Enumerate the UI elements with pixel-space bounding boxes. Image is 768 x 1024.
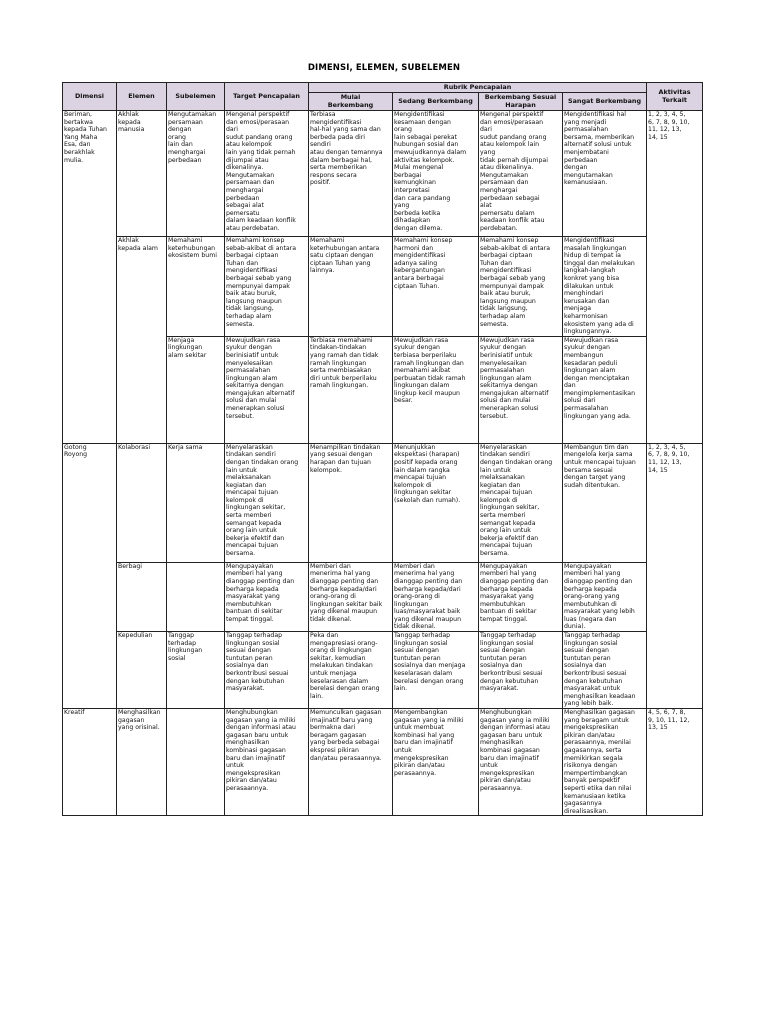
cell-target: Mengenal perspektif dan emosi/perasaan dari sudut pandang orang atau kelompok lain yang tidak pernah dijumpai atau dikenalinya. Mengutamakan persamaan dan menghargai perbedaan sebagai alat pemersatu dalam keadaan konflik atau perdebatan. [225,111,309,237]
cell-mulai: Memahami keterhubungan antara satu ciptaan dengan ciptaan Tuhan yang lainnya. [309,237,393,337]
page-title: DIMENSI, ELEMEN, SUBELEMEN [307,63,461,73]
cell-elemen: Kepedulian [117,632,167,709]
cell-mulai: Menampilkan tindakan yang sesuai dengan harapan dan tujuan kelompok. [309,443,393,562]
cell-sesuai: Mengenal perspektif dan emosi/perasaan dari sudut pandang orang atau kelompok lain yang tidak pernah dijumpai atau dikenalinya. Mengutamakan persamaan dan menghargai perbedaan sebagai alat pemersatu dalam keadaan konflik atau perdebatan. [479,111,563,237]
cell-subelemen: Kerja sama [167,443,225,562]
cell-target: Tanggap terhadap lingkungan sosial sesuai dengan tuntutan peran sosialnya dan berkontribusi sesuai dengan kebutuhan masyarakat. [225,632,309,709]
cell-sesuai: Tanggap terhadap lingkungan sosial sesuai dengan tuntutan peran sosialnya dan berkontribusi sesuai dengan kebutuhan masyarakat. [479,632,563,709]
cell-sedang: Mengidentifikasi kesamaan dengan orang lain sebagai perekat hubungan sosial dan mewujudkannya dalam aktivitas kelompok. Mulai mengenal berbagai kemungkinan interpretasi dan cara pandang yang berbeda ketika dihadapkan dengan dilema. [393,111,479,237]
cell-sangat: Mewujudkan rasa syukur dengan membangun kesadaran peduli lingkungan alam dengan menciptakan dan mengimplementasikan solusi dari permasalahan lingkungan yang ada. [563,336,647,443]
cell-aktivitas: 4, 5, 6, 7, 8, 9, 10, 11, 12, 13, 15 [647,709,703,816]
cell-sangat: Membangun tim dan mengelola kerja sama untuk mencapai tujuan bersama sesuai dengan target yang sudah ditentukan. [563,443,647,562]
cell-sedang: Tanggap terhadap lingkungan sosial sesuai dengan tuntutan peran sosialnya dan menjaga keselarasan dalam berelasi dengan orang lain. [393,632,479,709]
cell-elemen: Kolaborasi [117,443,167,562]
cell-elemen: Akhlak kepada alam [117,237,167,444]
cell-elemen: Berbagi [117,562,167,631]
cell-sangat: Mengidentifikasi hal yang menjadi permasalahan bersama, memberikan alternatif solusi untuk menjembatani perbedaan dengan mengutamakan kemanusiaan. [563,111,647,237]
cell-dimensi: Gotong Royong [63,443,117,708]
table-row [63,709,703,816]
cell-sedang: Memberi dan menerima hal yang dianggap penting dan berharga kepada/dari orang-orang di lingkungan luas/masyarakat baik yang dikenal maupun tidak dikenal. [393,562,479,631]
table-row [63,443,703,562]
header-dimensi: Dimensi [63,83,117,111]
cell-subelemen: Mengutamakan persamaan dengan orang lain dan menghargai perbedaan [167,111,225,237]
cell-sesuai: Mewujudkan rasa syukur dengan berinisiatif untuk menyelesaikan permasalahan lingkungan alam sekitarnya dengan mengajukan alternatif solusi dan mulai menerapkan solusi tersebut. [479,336,563,443]
header-row-top [63,83,703,93]
cell-sesuai: Menghubungkan gagasan yang ia miliki dengan informasi atau gagasan baru untuk menghasilkan kombinasi gagasan baru dan imajinatif untuk mengekspresikan pikiran dan/atau perasaannya. [479,709,563,816]
cell-subelemen: Memahami keterhubungan ekosistem bumi [167,237,225,337]
cell-aktivitas: 1, 2, 3, 4, 5, 6, 7, 8, 9, 10, 11, 12, 13, 14, 15 [647,443,703,708]
header-sedang: Sedang Berkembang [393,93,479,111]
cell-target: Menyelaraskan tindakan sendiri dengan tindakan orang lain untuk melaksanakan kegiatan dan mencapai tujuan kelompok di lingkungan sekitar, serta memberi semangat kepada orang lain untuk bekerja efektif dan mencapai tujuan bersama. [225,443,309,562]
header-sesuai: Berkembang Sesuai Harapan [479,93,563,111]
cell-sedang: Memahami konsep harmoni dan mengidentifikasi adanya saling kebergantungan antara berbagai ciptaan Tuhan. [393,237,479,337]
cell-dimensi: Kreatif [63,709,117,816]
cell-subelemen [167,709,225,816]
cell-sesuai: Memahami konsep sebab-akibat di antara berbagai ciptaan Tuhan dan mengidentifikasi berbagai sebab yang mempunyai dampak baik atau buruk, langsung maupun tidak langsung, terhadap alam semesta. [479,237,563,337]
cell-target: Mewujudkan rasa syukur dengan berinisiatif untuk menyelesaikan permasalahan lingkungan alam sekitarnya dengan mengajukan alternatif solusi dan mulai menerapkan solusi tersebut. [225,336,309,443]
cell-sangat: Menghasilkan gagasan yang beragam untuk mengekspresikan pikiran dan/atau perasaannya, menilai gagasannya, serta memikirkan segala risikonya dengan mempertimbangkan banyak perspektif seperti etika dan nilai kemanusiaan ketika gagasannya direalisasikan. [563,709,647,816]
cell-subelemen [167,562,225,631]
cell-aktivitas: 1, 2, 3, 4, 5, 6, 7, 8, 9, 10, 11, 12, 13, 14, 15 [647,111,703,444]
cell-elemen: Menghasilkan gagasan yang orisinal. [117,709,167,816]
cell-sedang: Menunjukkan ekspektasi (harapan) positif kepada orang lain dalam rangka mencapai tujuan kelompok di lingkungan sekitar (sekolah dan rumah). [393,443,479,562]
cell-mulai: Terbiasa mengidentifikasi hal-hal yang sama dan berbeda pada diri sendiri atau dengan temannya dalam berbagai hal, serta memberikan respons secara positif. [309,111,393,237]
cell-mulai: Memunculkan gagasan imajinatif baru yang bermakna dari beragam gagasan yang berbeda sebagai ekspresi pikiran dan/atau perasaannya. [309,709,393,816]
cell-mulai: Peka dan mengapresiasi orang- orang di lingkungan sekitar, kemudian melakukan tindakan untuk menjaga keselarasan dalam berelasi dengan orang lain. [309,632,393,709]
table-row [63,111,703,237]
cell-sesuai: Menyelaraskan tindakan sendiri dengan tindakan orang lain untuk melaksanakan kegiatan dan mencapai tujuan kelompok di lingkungan sekitar, serta memberi semangat kepada orang lain untuk bekerja efektif dan mencapai tujuan bersama. [479,443,563,562]
cell-target: Menghubungkan gagasan yang ia miliki dengan informasi atau gagasan baru untuk menghasilkan kombinasi gagasan baru dan imajinatif untuk mengekspresikan pikiran dan/atau perasaannya. [225,709,309,816]
header-sangat: Sangat Berkembang [563,93,647,111]
header-aktivitas: Aktivitas Terkait [647,83,703,111]
cell-sedang: Mewujudkan rasa syukur dengan terbiasa berperilaku ramah lingkungan dan memahami akibat perbuatan tidak ramah lingkungan dalam lingkup kecil maupun besar. [393,336,479,443]
cell-mulai: Memberi dan menerima hal yang dianggap penting dan berharga kepada/dari orang-orang di lingkungan sekitar baik yang dikenal maupun tidak dikenal. [309,562,393,631]
cell-mulai: Terbiasa memahami tindakan-tindakan yang ramah dan tidak ramah lingkungan serta membiasakan diri untuk berperilaku ramah lingkungan. [309,336,393,443]
cell-target: Mengupayakan memberi hal yang dianggap penting dan berharga kepada masyarakat yang membutuhkan bantuan di sekitar tempat tinggal. [225,562,309,631]
header-target: Target Pencapaian [225,83,309,111]
cell-elemen: Akhlak kepada manusia [117,111,167,237]
header-rubrik: Rubrik Pencapaian [309,83,647,93]
cell-sangat: Mengupayakan memberi hal yang dianggap penting dan berharga kepada orang-orang yang membutuhkan di masyarakat yang lebih luas (negara dan dunia). [563,562,647,631]
cell-target: Memahami konsep sebab-akibat di antara berbagai ciptaan Tuhan dan mengidentifikasi berbagai sebab yang mempunyai dampak baik atau buruk, langsung maupun tidak langsung, terhadap alam semesta. [225,237,309,337]
table-row [63,632,703,709]
table-row [63,237,703,337]
rubric-table [62,82,703,816]
header-subelemen: Subelemen [167,83,225,111]
header-mulai: Mulai Berkembang [309,93,393,111]
cell-subelemen: Tanggap terhadap lingkungan sosial [167,632,225,709]
table-row [63,562,703,631]
cell-sedang: Mengembangkan gagasan yang ia miliki untuk membuat kombinasi hal yang baru dan imajinatif untuk mengekspresikan pikiran dan/atau perasaannya. [393,709,479,816]
cell-sangat: Mengidentifikasi masalah lingkungan hidup di tempat ia tinggal dan melakukan langkah-langkah konkret yang bisa dilakukan untuk menghindari kerusakan dan menjaga keharmonisan ekosistem yang ada di lingkungannya. [563,237,647,337]
cell-sesuai: Mengupayakan memberi hal yang dianggap penting dan berharga kepada masyarakat yang membutuhkan bantuan di sekitar tempat tinggal. [479,562,563,631]
cell-sangat: Tanggap terhadap lingkungan sosial sesuai dengan tuntutan peran sosialnya dan berkontribusi sesuai dengan kebutuhan masyarakat untuk menghasilkan keadaan yang lebih baik. [563,632,647,709]
header-elemen: Elemen [117,83,167,111]
cell-dimensi: Beriman, bertakwa kepada Tuhan Yang Maha Esa, dan berakhlak mulia. [63,111,117,444]
cell-subelemen: Menjaga lingkungan alam sekitar [167,336,225,443]
